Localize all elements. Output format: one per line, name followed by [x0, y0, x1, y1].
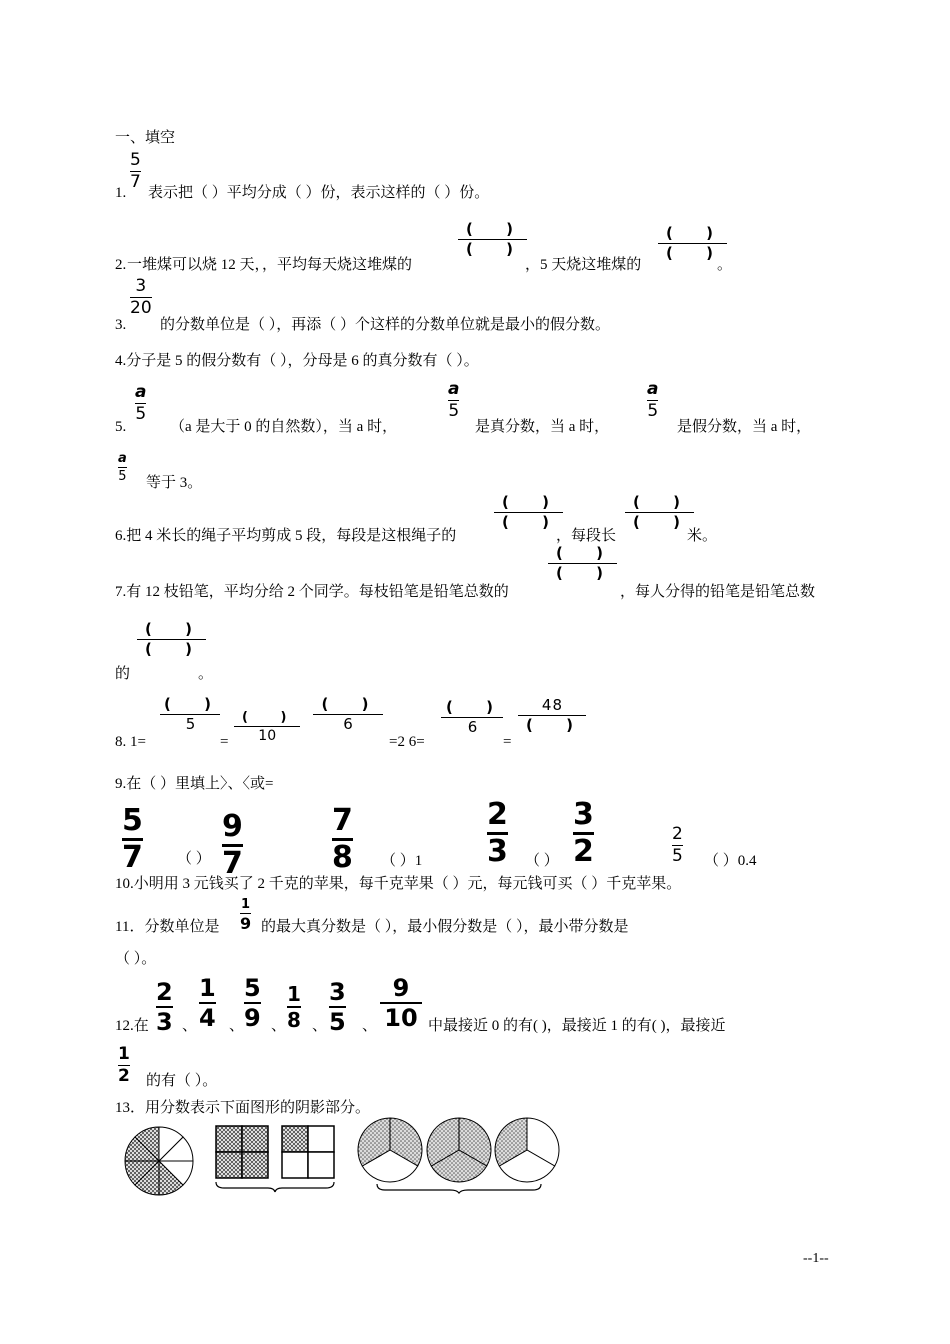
- q9-text: 9.在（ ）里填上〉、〈或=: [115, 776, 274, 792]
- q12-fraction-5: 3 5: [329, 978, 346, 1036]
- page-number: --1--: [803, 1251, 829, 1266]
- q12-fraction-2: 1 4: [199, 974, 216, 1032]
- q3-number: 3.: [115, 317, 127, 333]
- q9-fraction-2: 9 7: [222, 809, 243, 881]
- q9-fraction-3: 7 8: [332, 803, 353, 875]
- q9-fraction-5: 3 2: [573, 797, 594, 869]
- q12-fraction-6: 9 10: [380, 976, 422, 1030]
- q7-text-b: ，每人分得的铅笔是铅笔总数: [620, 584, 816, 600]
- q5-number: 5.: [115, 419, 127, 435]
- q5-fraction-3: a 5: [647, 379, 659, 421]
- q5-text-c: 是假分数，当 a 时，: [677, 419, 812, 435]
- q1-fraction: 5 7: [130, 150, 141, 192]
- q11-text-c: （ ）。: [115, 951, 157, 967]
- q12-fraction-4: 1 8: [287, 982, 301, 1032]
- q11-text-b: 的最大真分数是（ ），最小假分数是（ ），最小带分数是: [261, 919, 629, 935]
- q12-sep-2: 、: [229, 1018, 245, 1034]
- q1-text: 表示把（ ）平均分成（ ）份，表示这样的（ ）份。: [148, 185, 490, 201]
- q13-text: 13．用分数表示下面图形的阴影部分。: [115, 1100, 371, 1116]
- q6-blank-fraction-1: ( ) ( ): [494, 495, 563, 530]
- q2-blank-fraction-2: ( ) ( ): [658, 226, 727, 261]
- q12-text-a: 中最接近 0 的有( )，最接近 1 的有( )，最接近: [428, 1018, 726, 1034]
- q7-text-c: 的: [115, 666, 131, 682]
- q3-fraction: 3 20: [130, 276, 152, 318]
- q7-blank-fraction-1: ( ) ( ): [548, 546, 617, 581]
- q2-text-a: 一堆煤可以烧 12 天，，平均每天烧这堆煤的: [127, 257, 413, 273]
- q4-text: 4.分子是 5 的假分数有（ ），分母是 6 的真分数有（ ）。: [115, 353, 479, 369]
- q8-fraction-3: ( ) 6: [313, 697, 383, 732]
- q3-text: 的分数单位是（ ），再添（ ）个这样的分数单位就是最小的假分数。: [160, 317, 611, 333]
- q1-number: 1.: [115, 185, 127, 201]
- q5-text-b: 是真分数，当 a 时，: [475, 419, 610, 435]
- squares-quarters-figure: [214, 1124, 340, 1194]
- q6-text-b: ，每段长: [556, 528, 617, 544]
- q9-blank-1: （ ）: [177, 851, 211, 867]
- q9-blank-2: （ ）1: [381, 853, 423, 869]
- q7-text-a: 7.有 12 枝铅笔，平均分给 2 个同学。每枝铅笔是铅笔总数的: [115, 584, 509, 600]
- q12-number: 12.在: [115, 1018, 149, 1034]
- q12-text-b: 的有（ ）。: [146, 1073, 218, 1089]
- q8-eq-3: =: [503, 734, 512, 750]
- q8-eq-1: =: [220, 734, 229, 750]
- q6-text-c: 米。: [687, 528, 718, 544]
- q10-text: 10.小明用 3 元钱买了 2 千克的苹果，每千克苹果（ ）元，每元钱可买（ ）千克苹果。: [115, 876, 682, 892]
- q5-fraction-4: a 5: [118, 451, 127, 484]
- q9-fraction-6: 2 5: [672, 824, 683, 866]
- q8-fraction-1: ( ) 5: [156, 697, 225, 732]
- q8-fraction-5: 48 ( ): [518, 698, 587, 733]
- q11-text-a: 11．分数单位是: [115, 919, 220, 935]
- q6-text-a: 6.把 4 米长的绳子平均剪成 5 段，每段是这根绳子的: [115, 528, 457, 544]
- q8-fraction-4: ( ) 6: [438, 700, 507, 735]
- q12-fraction-1: 2 3: [156, 978, 173, 1036]
- q9-blank-4: （ ）0.4: [704, 853, 757, 869]
- q11-fraction: 1 9: [240, 897, 252, 933]
- circle-eighths-figure: [122, 1124, 196, 1198]
- q2-text-c: 。: [717, 257, 733, 273]
- q8-eq-2: =2 6=: [389, 734, 425, 750]
- q5-fraction-2: a 5: [448, 379, 460, 421]
- q5-fraction-1: a 5: [135, 382, 147, 424]
- q12-sep-5: 、: [362, 1018, 378, 1034]
- q9-fraction-1: 5 7: [122, 803, 143, 875]
- q6-blank-fraction-2: ( ) ( ): [625, 495, 694, 530]
- q2-text-b: ，5 天烧这堆煤的: [525, 257, 642, 273]
- q2-number: 2.: [115, 257, 127, 273]
- q5-text-d: 等于 3。: [146, 475, 203, 491]
- q12-fraction-half: 1 2: [118, 1044, 130, 1086]
- q8-fraction-2: ( ) 10: [234, 711, 300, 743]
- circles-thirds-figure: [355, 1114, 565, 1194]
- q5-text-a: （a 是大于 0 的自然数），当 a 时，: [170, 419, 398, 435]
- q12-sep-3: 、: [271, 1018, 287, 1034]
- q12-sep-1: 、: [182, 1018, 198, 1034]
- q8-number: 8. 1=: [115, 734, 146, 750]
- q7-blank-fraction-2: ( ) ( ): [137, 622, 206, 657]
- section-title: 一、填空: [115, 130, 176, 146]
- q2-blank-fraction-1: ( ) ( ): [458, 222, 527, 257]
- q9-fraction-4: 2 3: [487, 797, 508, 869]
- q9-blank-3: （ ）: [525, 853, 559, 869]
- q12-fraction-3: 5 9: [244, 974, 261, 1032]
- q12-sep-4: 、: [312, 1018, 328, 1034]
- q7-text-d: 。: [198, 666, 214, 682]
